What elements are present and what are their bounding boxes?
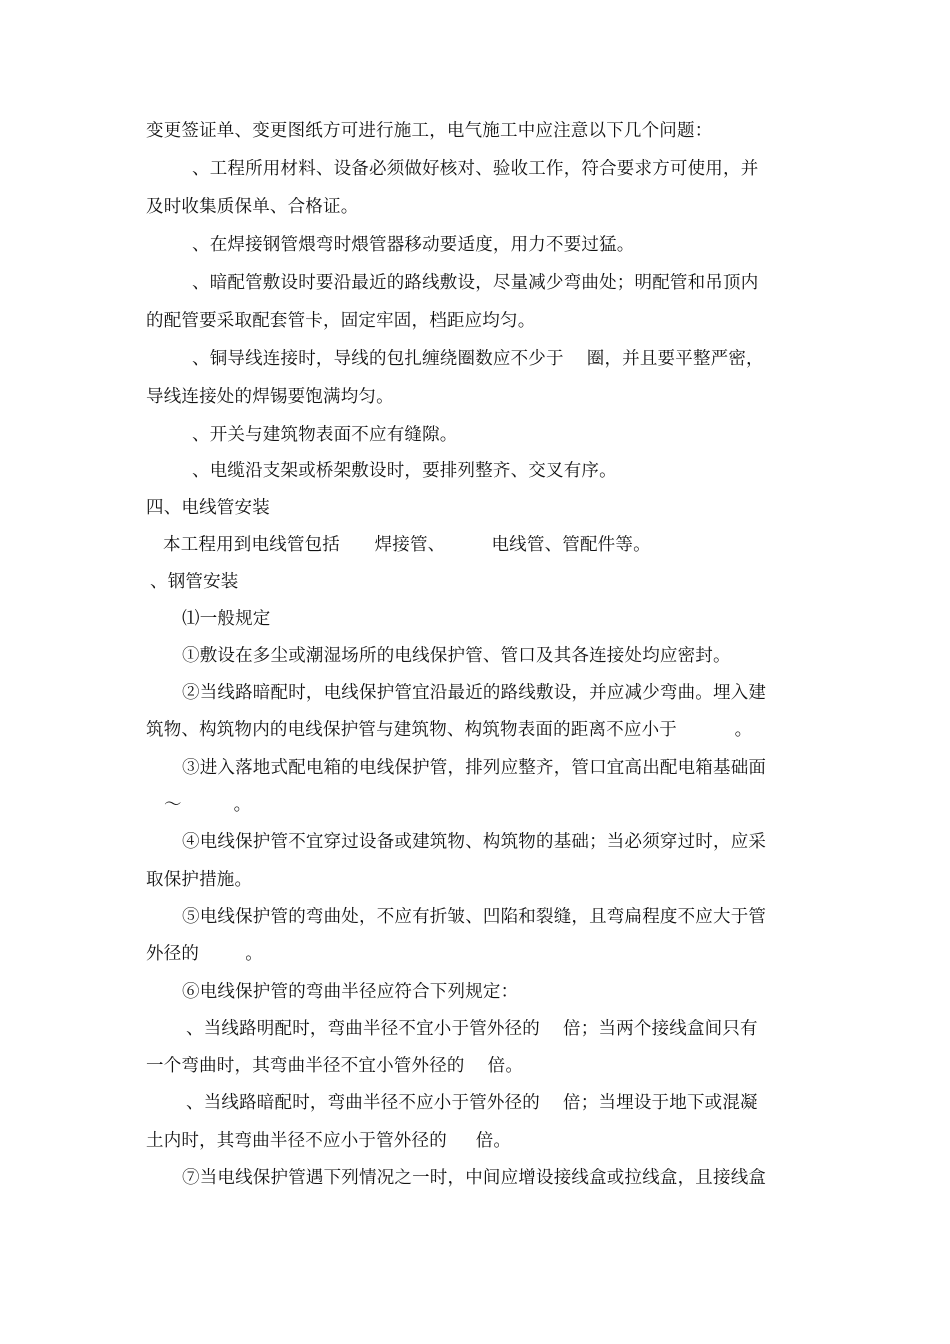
- text-line: ⑤电线保护管的弯曲处，不应有折皱、凹陷和裂缝，且弯扁程度不应大于管: [182, 907, 767, 927]
- text-line: ～ 。: [164, 795, 252, 815]
- text-line: 土内时，其弯曲半径不应小于管外径的 倍。: [146, 1131, 512, 1151]
- text-line: 、工程所用材料、设备必须做好核对、验收工作，符合要求方可使用，并: [192, 159, 759, 179]
- text-line: ②当线路暗配时，电线保护管宜沿最近的路线敷设，并应减少弯曲。埋入建: [182, 683, 767, 703]
- text-line: 外径的 。: [146, 944, 263, 964]
- text-line: 变更签证单、变更图纸方可进行施工，电气施工中应注意以下几个问题：: [146, 121, 713, 141]
- text-line: ⑥电线保护管的弯曲半径应符合下列规定：: [182, 982, 519, 1002]
- text-line: 导线连接处的焊锡要饱满均匀。: [146, 387, 394, 407]
- text-line: 、当线路明配时，弯曲半径不宜小于管外径的 倍；当两个接线盒间只有: [186, 1019, 758, 1039]
- text-line: 、电缆沿支架或桥架敷设时，要排列整齐、交叉有序。: [192, 461, 617, 481]
- text-line: 的配管要采取配套管卡，固定牢固，档距应均匀。: [146, 311, 536, 331]
- text-line: 取保护措施。: [146, 870, 253, 890]
- text-line: ③进入落地式配电箱的电线保护管，排列应整齐，管口宜高出配电箱基础面: [182, 758, 767, 778]
- text-line: 、暗配管敷设时要沿最近的路线敷设，尽量减少弯曲处；明配管和吊顶内: [192, 273, 759, 293]
- text-line: ⑦当电线保护管遇下列情况之一时，中间应增设接线盒或拉线盒，且接线盒: [182, 1168, 767, 1188]
- text-line: 、在焊接钢管煨弯时煨管器移动要适度，用力不要过猛。: [192, 235, 635, 255]
- text-line: 一个弯曲时，其弯曲半径不宜小管外径的 倍。: [146, 1056, 524, 1076]
- text-line: ④电线保护管不宜穿过设备或建筑物、构筑物的基础；当必须穿过时，应采: [182, 832, 767, 852]
- text-line: 、当线路暗配时，弯曲半径不应小于管外径的 倍；当埋设于地下或混凝: [186, 1093, 758, 1113]
- text-line: 、铜导线连接时，导线的包扎缠绕圈数应不少于 圈，并且要平整严密，: [192, 349, 764, 369]
- text-line: ①敷设在多尘或潮湿场所的电线保护管、管口及其各连接处均应密封。: [182, 646, 731, 666]
- text-line: 、开关与建筑物表面不应有缝隙。: [192, 425, 458, 445]
- text-line: 本工程用到电线管包括 焊接管、 电线管、管配件等。: [163, 535, 651, 555]
- subsection-heading: 、钢管安装: [150, 572, 239, 592]
- section-heading: 四、电线管安装: [146, 498, 270, 518]
- text-line: 及时收集质保单、合格证。: [146, 197, 359, 217]
- text-line: 筑物、构筑物内的电线保护管与建筑物、构筑物表面的距离不应小于 。: [146, 720, 753, 740]
- subsection-heading: ⑴一般规定: [182, 609, 271, 629]
